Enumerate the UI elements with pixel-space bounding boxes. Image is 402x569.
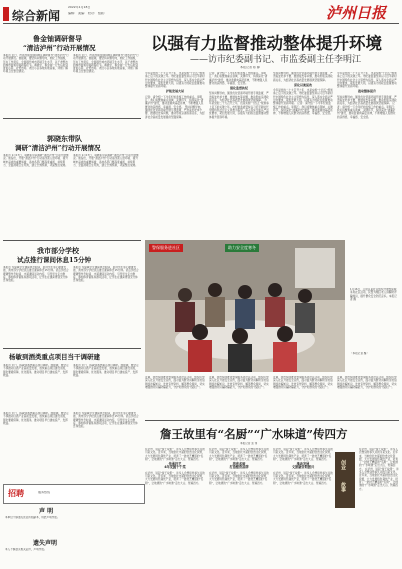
article-1-body-a: 本报讯 近日，市领导鲁金铀到城区调研督导“清洁泸州”行动开展情况。他强调，要坚持问题导向，细化工作措施，压实工作责任，全面提升城市环境卫生水平，以干净整洁的城市面貌迎接新春佳节。调研中，鲁金铀一行先后来到背街小巷、农贸市场、老旧小区等地实地查看，详细了解环境卫生整治情况。 xyxy=(3,54,69,74)
lead-col-2: 记者：请介绍一下今年纪检监察工作的重点。李明江：我们将聚焦重点领域、关键环节，持续深化“清廉泸州”建设，推动监督向基层延伸，不断增强人民群众的获得感、幸福感、安全感。 强化监督执纪 坚持问题导向，围绕优化营商环境开展专项监督，严肃查处吃拿卡要、推诿扯皮等问题，推动形成亲清政商关系，为经济社会高质量发展提供坚强保障。 今年是党的二十大召开之年，也是实施“十四五”规划承上启下的关键之年。市纪委监委坚持以习近平新时代中国特色社会主义思想为指导，深入落实全面从严治党要求，紧扣发展大局，以强有力的政治监督推动整体提升营商环境。 xyxy=(209,72,269,119)
lead-subhead: 护航发展大局 xyxy=(165,89,184,94)
divider xyxy=(3,118,141,119)
lead-subhead: 深化以案促改 xyxy=(293,82,312,87)
article-2-title: 郭晓东带队 xyxy=(47,134,82,143)
photo-badge-2: 助力安全度寒冬 xyxy=(225,244,259,252)
feature-subhead: 培育名厨 xyxy=(232,462,246,467)
lead-subtitle: ——访市纪委副书记、市监委副主任李明江 xyxy=(190,55,362,65)
feature-title: 詹王故里有“名厨”“广水味道”传四方 xyxy=(160,427,348,441)
feature-subhead-2: 文旅融合助振兴 xyxy=(291,465,315,470)
masthead xyxy=(0,0,402,30)
article-4-title: 杨敏到酒类重点项目当干调研建 xyxy=(9,353,100,361)
feature-rule xyxy=(145,420,399,421)
notice-title: 声 明 xyxy=(39,508,54,515)
ad-banner xyxy=(3,484,145,504)
divider xyxy=(3,240,141,241)
lead-col-4: 今年是党的二十大召开之年，也是实施“十四五”规划承上启下的关键之年。市纪委监委坚持以习近平新时代中国特色社会主义思想为指导，深入落实全面从严治党要求，紧扣发展大局，以强有力的政治监督推动整体提升营商环境。 推动整体提升 坚持问题导向，围绕优化营商环境开展专项监督，严肃查处吃拿卡要、推诿扯皮等问题，推动形成亲清政商关系，为经济社会高质量发展提供坚强保障。 记者：请介绍一下今年纪检监察工作的重点。李明江：我们将聚焦重点领域、关键环节，持续深化“清廉泸州”建设，推动监督向基层延伸，不断增强人民群众的获得感、幸福感、安全感。 xyxy=(337,72,397,119)
feature-body xyxy=(145,448,399,566)
feature-subhead: 传承技艺 xyxy=(168,462,182,467)
lead-body xyxy=(145,72,399,236)
lead-col-3: 坚持问题导向，围绕优化营商环境开展专项监督，严肃查处吃拿卡要、推诿扯皮等问题，推动形成亲清政商关系，为经济社会高质量发展提供坚强保障。 深化以案促改 今年是党的二十大召开之年，也是实施“十四五”规划承上启下的关键之年。市纪委监委坚持以习近平新时代中国特色社会主义思想为指导，深入落实全面从严治党要求，紧扣发展大局，以强有力的政治监督推动整体提升营商环境。 记者：请介绍一下今年纪检监察工作的重点。李明江：我们将聚焦重点领域、关键环节，持续深化“清廉泸州”建设，推动监督向基层延伸，不断增强人民群众的获得感、幸福感、安全感。 xyxy=(273,72,333,116)
article-2-title-2: 调研“清洁泸州”行动开展情况 xyxy=(15,144,101,152)
article-2-body-b: 本报讯 1月17日，郭晓东带队调研“清洁泸州”行动开展情况。他指出，开展“清洁泸州”行动是改善人居环境、提升城市品质的重要举措，各地各部门要高度重视，持续用力，全面清理卫生死角，建立长效机制，巩固整治成效。 xyxy=(73,154,139,167)
article-3-title-2: 试点推行课间休息15分钟 xyxy=(17,256,92,264)
side-label-box xyxy=(335,452,355,508)
article-3-body-a: 本报讯 为保障学生课间休息时间，促进学生身心健康发展，我市部分学校试点推行课间休息15分钟。试点学校合理调整作息时间，丰富课间活动内容，引导学生走出教室，参加体育锻炼和游戏活动，让学生在课间得到充分休息和放松。 xyxy=(3,266,69,283)
left-column xyxy=(3,30,141,410)
section-title: 综合新闻 xyxy=(12,9,61,23)
ad-line: 服务热线 xyxy=(38,491,51,494)
side-label-1: 创业 xyxy=(340,460,346,470)
photo-caption: 1月16日，江阳区某社区组织开展警保服务进社区活动，民警为辖区老人讲解防诈骗知识，提升群众安全防范意识。本报记者 摄 xyxy=(350,288,397,301)
article-1-body-b: 本报讯 近日，市领导鲁金铀到城区调研督导“清洁泸州”行动开展情况。他强调，要坚持问题导向，细化工作措施，压实工作责任，全面提升城市环境卫生水平，以干净整洁的城市面貌迎接新春佳节。调研中，鲁金铀一行先后来到背街小巷、农贸市场、老旧小区等地实地查看，详细了解环境卫生整治情况。 xyxy=(73,54,139,74)
feature-byline: 本报记者 张 伟 xyxy=(240,442,258,445)
article-4-body-b: 本报讯 近日，杨敏到酒类重点项目调研。他强调，要坚定不移推动白酒产业高质量发展，加快重点项目建设进度，强化要素保障，优化服务，推动项目早日建成投产、发挥效益。 xyxy=(73,364,139,377)
classroom-photo xyxy=(145,240,345,372)
middle-body-c: 近期，我市持续推进警保服务进社区活动，组织民警深入社区开展安全宣传，面对面为群众讲解防范电信网络诈骗知识，发放宣传资料，解答群众疑问，切实增强群众识骗防骗能力，守护好群众的“钱袋子”。 xyxy=(273,376,333,389)
lead-title: 以强有力监督推动整体提升环境 xyxy=(151,34,382,53)
feature-subhead-2: 4年发掘十个菜 xyxy=(164,465,186,470)
feature-subhead-2: 打造餐饮品牌 xyxy=(229,465,249,470)
bottom-left-text-2: 本报讯 为保障学生课间休息时间，促进学生身心健康发展，我市部分学校试点推行课间休息15分钟。试点学校合理调整作息时间，丰富课间活动内容，引导学生走出教室，参加体育锻炼和游戏活动，让学生在课间得到充分休息和放松。 xyxy=(73,412,139,429)
news-photo xyxy=(145,240,345,372)
ads-block xyxy=(3,484,143,566)
middle-body-a: 近期，我市持续推进警保服务进社区活动，组织民警深入社区开展安全宣传，面对面为群众讲解防范电信网络诈骗知识，发放宣传资料，解答群众疑问，切实增强群众识骗防骗能力，守护好群众的“钱袋子”。 xyxy=(145,376,205,389)
article-3-body-b: 本报讯 为保障学生课间休息时间，促进学生身心健康发展，我市部分学校试点推行课间休息15分钟。试点学校合理调整作息时间，丰富课间活动内容，引导学生走出教室，参加体育锻炼和游戏活动，让学生在课间得到充分休息和放松。 xyxy=(73,266,139,283)
notice2-body: 本人不慎遗失相关证件，声明作废。 xyxy=(5,548,47,551)
side-label-2: 故事 xyxy=(340,482,346,492)
lead-subhead: 强化监督执纪 xyxy=(229,86,248,91)
bottom-left-text: 本报讯 近日，杨敏到酒类重点项目调研。他强调，要坚定不移推动白酒产业高质量发展，加快重点项目建设进度，强化要素保障，优化服务，推动项目早日建成投产、发挥效益。 xyxy=(3,412,69,425)
article-1-title: 鲁金铀调研督导 xyxy=(33,34,82,43)
article-1-title-2: “清洁泸州”行动开展情况 xyxy=(23,44,96,52)
ad-brand: 招聘 xyxy=(8,488,24,498)
feature-col-2: 在泸州，说起“詹王故里”，许多人会想到传承久远的川菜文化。近年来，当地依托丰富的饮食文化资源，大力发展特色餐饮产业，培育了一批技艺精湛的“名厨”，让地道的“广水味道”走出大山、传遍四方。 培育名厨 打造餐饮品牌 在泸州，说起“詹王故里”，许多人会想到传承久远的川菜文化。近年来，当地依托丰富的饮食文化资源，大力发展特色餐饮产业，培育了一批技艺精湛的“名厨”，让地道的“广水味道”走出大山、传遍四方。 xyxy=(209,448,269,485)
lead-subhead: 推动整体提升 xyxy=(357,89,376,94)
middle-body-d: 近期，我市持续推进警保服务进社区活动，组织民警深入社区开展安全宣传，面对面为群众讲解防范电信网络诈骗知识，发放宣传资料，解答群众疑问，切实增强群众识骗防骗能力，守护好群众的“钱袋子”。 xyxy=(337,376,397,389)
photo-badge-1: 警保服务进社区 xyxy=(149,244,183,252)
feature-subhead: 推动发展 xyxy=(296,462,310,467)
paper-logo: 泸州日报 xyxy=(326,4,387,22)
middle-body-b: 近期，我市持续推进警保服务进社区活动，组织民警深入社区开展安全宣传，面对面为群众讲解防范电信网络诈骗知识，发放宣传资料，解答群众疑问，切实增强群众识骗防骗能力，守护好群众的“钱袋子”。 xyxy=(209,376,269,389)
date-line: 2022年1月18日 xyxy=(68,6,91,9)
article-4-body-a: 本报讯 近日，杨敏到酒类重点项目调研。他强调，要坚定不移推动白酒产业高质量发展，加快重点项目建设进度，强化要素保障，优化服务，推动项目早日建成投产、发挥效益。 xyxy=(3,364,69,377)
notice-body: 本单位不慎遗失营业执照副本，特此声明作废。 xyxy=(5,516,60,519)
feature-col-4: 在泸州，说起“詹王故里”，许多人会想到传承久远的川菜文化。近年来，当地依托丰富的饮食文化资源，大力发展特色餐饮产业，培育了一批技艺精湛的“名厨”，让地道的“广水味道”走出大山、传遍四方。 在泸州，说起“詹王故里”，许多人会想到传承久远的川菜文化。近年来，当地依托丰富的饮食文化资源，大力发展特色餐饮产业，培育了一批技艺精湛的“名厨”，让地道的“广水味道”走出大山、传遍四方。 xyxy=(359,448,399,491)
masthead-rule xyxy=(3,23,399,24)
divider xyxy=(3,348,141,349)
section-flag xyxy=(3,7,9,21)
feature-col-3: 在泸州，说起“詹王故里”，许多人会想到传承久远的川菜文化。近年来，当地依托丰富的饮食文化资源，大力发展特色餐饮产业，培育了一批技艺精湛的“名厨”，让地道的“广水味道”走出大山、传遍四方。 推动发展 文旅融合助振兴 在泸州，说起“詹王故里”，许多人会想到传承久远的川菜文化。近年来，当地依托丰富的饮食文化资源，大力发展特色餐饮产业，培育了一批技艺精湛的“名厨”，让地道的“广水味道”走出大山、传遍四方。 xyxy=(273,448,333,485)
notice2-title: 遗失声明 xyxy=(33,540,58,547)
photo-credit: （本报记者 摄） xyxy=(350,352,369,355)
editor-line: 编辑： 美编： 校对： 组版： xyxy=(68,12,107,15)
lead-byline: 本报记者 陈 静 xyxy=(240,66,260,69)
article-3-title: 我市部分学校 xyxy=(37,246,79,255)
lead-col-1: 今年是党的二十大召开之年，也是实施“十四五”规划承上启下的关键之年。市纪委监委坚持以习近平新时代中国特色社会主义思想为指导，深入落实全面从严治党要求，紧扣发展大局，以强有力的政治监督推动整体提升营商环境。 护航发展大局 记者：请介绍一下今年纪检监察工作的重点。李明江：我们将聚焦重点领域、关键环节，持续深化“清廉泸州”建设，推动监督向基层延伸，不断增强人民群众的获得感、幸福感、安全感。 坚持问题导向，围绕优化营商环境开展专项监督，严肃查处吃拿卡要、推诿扯皮等问题，推动形成亲清政商关系，为经济社会高质量发展提供坚强保障。 xyxy=(145,72,205,119)
article-2-body-a: 本报讯 1月17日，郭晓东带队调研“清洁泸州”行动开展情况。他指出，开展“清洁泸州”行动是改善人居环境、提升城市品质的重要举措，各地各部门要高度重视，持续用力，全面清理卫生死角，建立长效机制，巩固整治成效。 xyxy=(3,154,69,167)
feature-col-1: 在泸州，说起“詹王故里”，许多人会想到传承久远的川菜文化。近年来，当地依托丰富的饮食文化资源，大力发展特色餐饮产业，培育了一批技艺精湛的“名厨”，让地道的“广水味道”走出大山、传遍四方。 传承技艺 4年发掘十个菜 在泸州，说起“詹王故里”，许多人会想到传承久远的川菜文化。近年来，当地依托丰富的饮食文化资源，大力发展特色餐饮产业，培育了一批技艺精湛的“名厨”，让地道的“广水味道”走出大山、传遍四方。 xyxy=(145,448,205,485)
